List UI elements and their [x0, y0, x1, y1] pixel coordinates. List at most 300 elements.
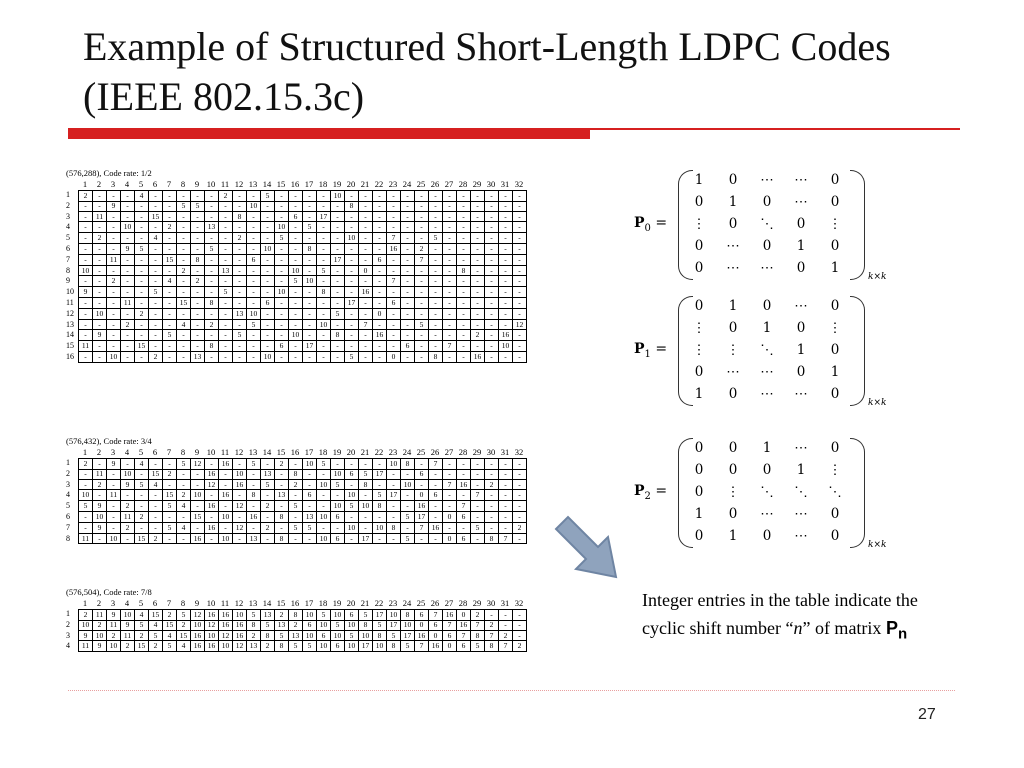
table-row — [66, 201, 527, 212]
table-cell: - — [331, 244, 345, 255]
column-header: 24 — [402, 447, 412, 457]
table-cell: - — [345, 534, 359, 545]
table-cell: - — [471, 512, 485, 523]
table-cell: - — [135, 298, 149, 309]
table-cell: - — [149, 298, 163, 309]
column-header: 26 — [430, 179, 440, 189]
table-cell: - — [289, 309, 303, 320]
matrix-entry: 0 — [830, 238, 840, 254]
table-cell: 6 — [317, 631, 331, 642]
table-cell: - — [163, 512, 177, 523]
matrix-entry: 0 — [694, 528, 704, 544]
note-matrix-symbol: P — [885, 618, 898, 638]
table-cell: 16 — [219, 459, 233, 470]
table-cell: 8 — [247, 490, 261, 501]
table-cell: - — [415, 212, 429, 223]
table-cell: - — [163, 352, 177, 363]
table-cell: - — [373, 459, 387, 470]
table-cell: 10 — [247, 201, 261, 212]
column-header: 29 — [472, 447, 482, 457]
table-cell: - — [275, 320, 289, 331]
column-header: 22 — [374, 598, 384, 608]
table-cell: - — [177, 191, 191, 202]
table-cell: - — [177, 212, 191, 223]
table-cell: - — [443, 352, 457, 363]
table-cell: 6 — [303, 620, 317, 631]
column-header: 22 — [374, 179, 384, 189]
table-cell: - — [275, 469, 289, 480]
matrix-entry: ⋱ — [760, 342, 774, 358]
table-cell: - — [107, 222, 121, 233]
table-cell: - — [499, 490, 513, 501]
table-cell: 16 — [429, 641, 443, 652]
table-cell: - — [247, 523, 261, 534]
table-cell: - — [233, 266, 247, 277]
table-cell: 2 — [485, 480, 499, 491]
table-cell: 8 — [289, 610, 303, 621]
table-cell: - — [149, 276, 163, 287]
table-cell: - — [205, 212, 219, 223]
table-cell: - — [471, 266, 485, 277]
table-cell: 2 — [261, 641, 275, 652]
table-header-row — [66, 598, 527, 609]
table-cell: - — [401, 212, 415, 223]
table-cell: 2 — [513, 641, 527, 652]
table-cell: 10 — [219, 641, 233, 652]
table-cell: - — [359, 341, 373, 352]
column-header: 18 — [318, 447, 328, 457]
table-row — [66, 501, 527, 512]
column-header: 12 — [234, 179, 244, 189]
matrix-entry: ⋮ — [828, 216, 842, 232]
table-cell: - — [93, 287, 107, 298]
table-cell: 10 — [93, 631, 107, 642]
row-label: 3 — [66, 630, 70, 640]
column-header: 8 — [180, 598, 186, 608]
table-cell: - — [261, 512, 275, 523]
table-cell: - — [149, 512, 163, 523]
table-cell: - — [415, 233, 429, 244]
matrix-entry: ⋯ — [794, 298, 808, 314]
table-cell: - — [443, 320, 457, 331]
table-row — [66, 480, 527, 491]
table-cell: 5 — [149, 287, 163, 298]
table-cell: - — [233, 222, 247, 233]
matrix-entry: 0 — [762, 462, 772, 478]
table-cell: - — [443, 212, 457, 223]
table-cell: - — [79, 309, 93, 320]
table-cell: - — [93, 534, 107, 545]
column-header: 19 — [332, 598, 342, 608]
note-text: Integer entries in the table indicate the cyclic shift number “ — [642, 590, 918, 638]
table-cell: - — [345, 255, 359, 266]
table-cell: 5 — [471, 641, 485, 652]
matrix-entry: 1 — [762, 320, 772, 336]
table-cell: 7 — [415, 255, 429, 266]
matrix-entry: 0 — [694, 484, 704, 500]
matrix-entry: 0 — [728, 440, 738, 456]
table-cell: 15 — [149, 610, 163, 621]
table-cell: - — [471, 341, 485, 352]
table-cell: 10 — [121, 610, 135, 621]
table-cell: - — [261, 233, 275, 244]
table-cell: - — [415, 276, 429, 287]
table-cell: - — [79, 512, 93, 523]
table-cell: - — [499, 512, 513, 523]
table-cell: 9 — [93, 501, 107, 512]
table-cell: - — [485, 523, 499, 534]
table-cell: - — [247, 233, 261, 244]
table-cell: 6 — [289, 212, 303, 223]
table-cell: - — [289, 287, 303, 298]
table-cell: - — [79, 523, 93, 534]
table-cell: 7 — [415, 641, 429, 652]
table-cell: 7 — [457, 501, 471, 512]
matrix-entry: ⋯ — [760, 260, 774, 276]
table-cell: - — [485, 490, 499, 501]
column-header: 1 — [82, 179, 88, 189]
column-header: 14 — [262, 598, 272, 608]
table-cell: - — [303, 352, 317, 363]
table-cell: 10 — [261, 352, 275, 363]
matrix-entry: ⋮ — [726, 342, 740, 358]
table-cell: 5 — [471, 523, 485, 534]
table-cell: - — [443, 490, 457, 501]
table-cell: - — [485, 459, 499, 470]
table-cell: - — [415, 480, 429, 491]
table-cell: 10 — [359, 631, 373, 642]
matrix-size-label: k×k — [868, 398, 887, 408]
table-cell: - — [205, 233, 219, 244]
table-cell: - — [373, 341, 387, 352]
table-cell: 5 — [275, 631, 289, 642]
matrix-entry: 0 — [830, 172, 840, 188]
column-header: 15 — [276, 447, 286, 457]
table-cell: 10 — [107, 352, 121, 363]
table-cell: 7 — [387, 276, 401, 287]
table-cell: - — [513, 255, 527, 266]
table-cell: - — [177, 480, 191, 491]
matrix-entry: ⋯ — [726, 364, 740, 380]
table-cell: 5 — [401, 534, 415, 545]
table-cell: 13 — [261, 469, 275, 480]
table-cell: 0 — [429, 631, 443, 642]
table-cell: 5 — [331, 620, 345, 631]
table-cell: - — [191, 244, 205, 255]
table-cell: 16 — [443, 610, 457, 621]
table-cell: 7 — [471, 620, 485, 631]
table-cell: - — [359, 523, 373, 534]
matrix-entry: 0 — [728, 462, 738, 478]
table-cell: - — [261, 276, 275, 287]
table-cell: - — [513, 620, 527, 631]
table-cell: - — [317, 309, 331, 320]
table-cell: - — [499, 320, 513, 331]
table-cell: - — [317, 330, 331, 341]
table-cell: 16 — [247, 512, 261, 523]
table-cell: - — [485, 298, 499, 309]
table-cell: - — [303, 309, 317, 320]
table-cell: - — [93, 352, 107, 363]
table-cell: - — [471, 255, 485, 266]
table-cell: - — [387, 341, 401, 352]
table-cell: - — [163, 244, 177, 255]
table-cell: - — [317, 191, 331, 202]
table-cell: 8 — [275, 512, 289, 523]
column-header: 20 — [346, 179, 356, 189]
table-cell: 8 — [191, 255, 205, 266]
table-cell: - — [499, 523, 513, 534]
row-label: 1 — [66, 609, 70, 618]
table-cell: - — [177, 512, 191, 523]
row-label: 11 — [66, 297, 74, 307]
table-cell: - — [359, 233, 373, 244]
table-cell: - — [261, 341, 275, 352]
table-cell: - — [373, 222, 387, 233]
table-cell: - — [499, 298, 513, 309]
table-cell: - — [345, 212, 359, 223]
table-cell: 2 — [149, 352, 163, 363]
table-cell: 2 — [499, 631, 513, 642]
table-caption: (576,288), Code rate: 1/2 — [66, 168, 152, 178]
table-cell: 9 — [93, 330, 107, 341]
table-cell: 5 — [289, 641, 303, 652]
matrix-entry: ⋮ — [692, 342, 706, 358]
table-cell: - — [485, 201, 499, 212]
table-cell: 6 — [387, 298, 401, 309]
table-cell: - — [429, 276, 443, 287]
table-cell: - — [499, 266, 513, 277]
table-cell: 6 — [275, 341, 289, 352]
table-cell: - — [261, 534, 275, 545]
table-cell: - — [471, 469, 485, 480]
table-cell: - — [513, 512, 527, 523]
table-cell: - — [303, 501, 317, 512]
table-cell: 2 — [163, 222, 177, 233]
table-cell: - — [513, 266, 527, 277]
table-cell: - — [149, 201, 163, 212]
table-cell: - — [513, 309, 527, 320]
table-cell: - — [275, 480, 289, 491]
table-cell: - — [177, 255, 191, 266]
column-header: 10 — [206, 598, 216, 608]
table-cell: - — [135, 523, 149, 534]
table-cell: - — [513, 610, 527, 621]
table-cell: - — [79, 212, 93, 223]
table-cell: - — [513, 330, 527, 341]
row-label: 10 — [66, 287, 74, 297]
table-cell: - — [471, 320, 485, 331]
table-cell: - — [121, 330, 135, 341]
table-cell: - — [499, 620, 513, 631]
table-cell: - — [289, 341, 303, 352]
table-cell: - — [121, 352, 135, 363]
table-cell: 7 — [443, 341, 457, 352]
table-cell: 4 — [163, 276, 177, 287]
table-cell: - — [219, 501, 233, 512]
table-cell: 10 — [233, 610, 247, 621]
table-cell: - — [415, 352, 429, 363]
table-cell: - — [163, 480, 177, 491]
table-cell: - — [219, 298, 233, 309]
table-cell: - — [275, 191, 289, 202]
table-cell: - — [401, 266, 415, 277]
table-cell: 10 — [219, 534, 233, 545]
table-cell: 17 — [359, 641, 373, 652]
table-cell: 12 — [233, 501, 247, 512]
table-cell: 5 — [247, 610, 261, 621]
table-cell: 17 — [387, 490, 401, 501]
table-cell: - — [471, 287, 485, 298]
table-cell: - — [149, 255, 163, 266]
table-cell: - — [457, 222, 471, 233]
table-cell: - — [401, 523, 415, 534]
column-header: 11 — [220, 179, 230, 189]
table-cell: 12 — [191, 459, 205, 470]
footer-rule — [68, 690, 955, 692]
table-cell: 10 — [401, 480, 415, 491]
table-cell: 7 — [429, 610, 443, 621]
table-row — [66, 512, 527, 523]
table-cell: - — [177, 233, 191, 244]
table-cell: - — [429, 255, 443, 266]
table-cell: 10 — [373, 641, 387, 652]
table-cell: - — [135, 469, 149, 480]
table-cell: - — [289, 490, 303, 501]
table-cell: 13 — [275, 620, 289, 631]
table-cell: - — [331, 287, 345, 298]
table-cell: 8 — [261, 631, 275, 642]
table-cell: - — [387, 222, 401, 233]
table-cell: - — [261, 330, 275, 341]
table-row — [66, 469, 527, 480]
table-cell: - — [135, 255, 149, 266]
table-cell: 11 — [107, 620, 121, 631]
table-cell: 15 — [149, 212, 163, 223]
table-cell: - — [359, 201, 373, 212]
table-cell: 8 — [233, 212, 247, 223]
table-cell: - — [471, 480, 485, 491]
table-cell: - — [107, 212, 121, 223]
column-header: 23 — [388, 598, 398, 608]
table-cell: - — [191, 309, 205, 320]
table-cell: - — [289, 352, 303, 363]
table-cell: 16 — [457, 620, 471, 631]
table-cell: - — [93, 490, 107, 501]
table-cell: 0 — [443, 512, 457, 523]
table-cell: 4 — [177, 320, 191, 331]
table-cell: 12 — [233, 641, 247, 652]
table-cell: - — [219, 523, 233, 534]
table-cell: 4 — [135, 459, 149, 470]
table-cell: - — [429, 222, 443, 233]
table-cell: 8 — [429, 352, 443, 363]
table-cell: - — [205, 512, 219, 523]
table-cell: - — [233, 512, 247, 523]
table-cell: - — [177, 276, 191, 287]
table-cell: 8 — [331, 330, 345, 341]
table-cell: - — [149, 244, 163, 255]
table-cell: - — [149, 222, 163, 233]
column-header: 32 — [514, 447, 524, 457]
table-cell: - — [107, 320, 121, 331]
matrix-entry: 0 — [694, 298, 704, 314]
table-cell: 10 — [317, 534, 331, 545]
table-cell: - — [387, 480, 401, 491]
table-cell: - — [429, 298, 443, 309]
table-cell: 8 — [247, 620, 261, 631]
table-cell: - — [359, 222, 373, 233]
table-cell: - — [513, 276, 527, 287]
table-row — [66, 255, 527, 266]
column-header: 9 — [194, 598, 200, 608]
table-cell: - — [359, 490, 373, 501]
table-cell: 11 — [107, 255, 121, 266]
table-cell: 2 — [275, 610, 289, 621]
column-header: 3 — [110, 179, 116, 189]
table-cell: - — [107, 469, 121, 480]
column-header: 21 — [360, 598, 370, 608]
table-cell: - — [457, 276, 471, 287]
table-cell: 0 — [457, 610, 471, 621]
table-cell: 13 — [247, 534, 261, 545]
table-cell: - — [443, 287, 457, 298]
table-cell: 2 — [261, 501, 275, 512]
table-cell: - — [415, 191, 429, 202]
table-cell: 16 — [373, 330, 387, 341]
table-cell: - — [93, 201, 107, 212]
table-cell: 6 — [429, 620, 443, 631]
table-cell: 5 — [205, 244, 219, 255]
column-header: 5 — [138, 598, 144, 608]
table-cell: - — [373, 244, 387, 255]
table-cell: - — [275, 523, 289, 534]
table-cell: - — [499, 501, 513, 512]
table-cell: 2 — [177, 620, 191, 631]
table-cell: 6 — [247, 255, 261, 266]
table-cell: 6 — [429, 490, 443, 501]
table-cell: - — [163, 534, 177, 545]
matrix-entry: ⋯ — [760, 506, 774, 522]
row-label: 8 — [66, 265, 70, 275]
table-cell: - — [233, 287, 247, 298]
table-cell: - — [345, 287, 359, 298]
table-cell: 5 — [317, 459, 331, 470]
table-cell: - — [373, 276, 387, 287]
table-cell: - — [457, 201, 471, 212]
matrix-entry: ⋯ — [794, 194, 808, 210]
table-cell: - — [415, 222, 429, 233]
matrix-entry: 1 — [762, 440, 772, 456]
table-cell: 8 — [205, 298, 219, 309]
table-cell: 6 — [457, 534, 471, 545]
table-cell: 17 — [317, 212, 331, 223]
table-cell: - — [513, 459, 527, 470]
matrix-entry: 0 — [728, 320, 738, 336]
table-cell: - — [331, 266, 345, 277]
table-cell: - — [471, 244, 485, 255]
table-cell: - — [121, 212, 135, 223]
matrix-entry: 0 — [796, 260, 806, 276]
table-cell: 9 — [121, 620, 135, 631]
table-cell: 6 — [443, 631, 457, 642]
table-cell: - — [387, 287, 401, 298]
table-cell: 2 — [135, 631, 149, 642]
table-cell: 10 — [107, 534, 121, 545]
column-header: 4 — [124, 598, 130, 608]
table-cell: - — [79, 244, 93, 255]
table-cell: - — [415, 330, 429, 341]
